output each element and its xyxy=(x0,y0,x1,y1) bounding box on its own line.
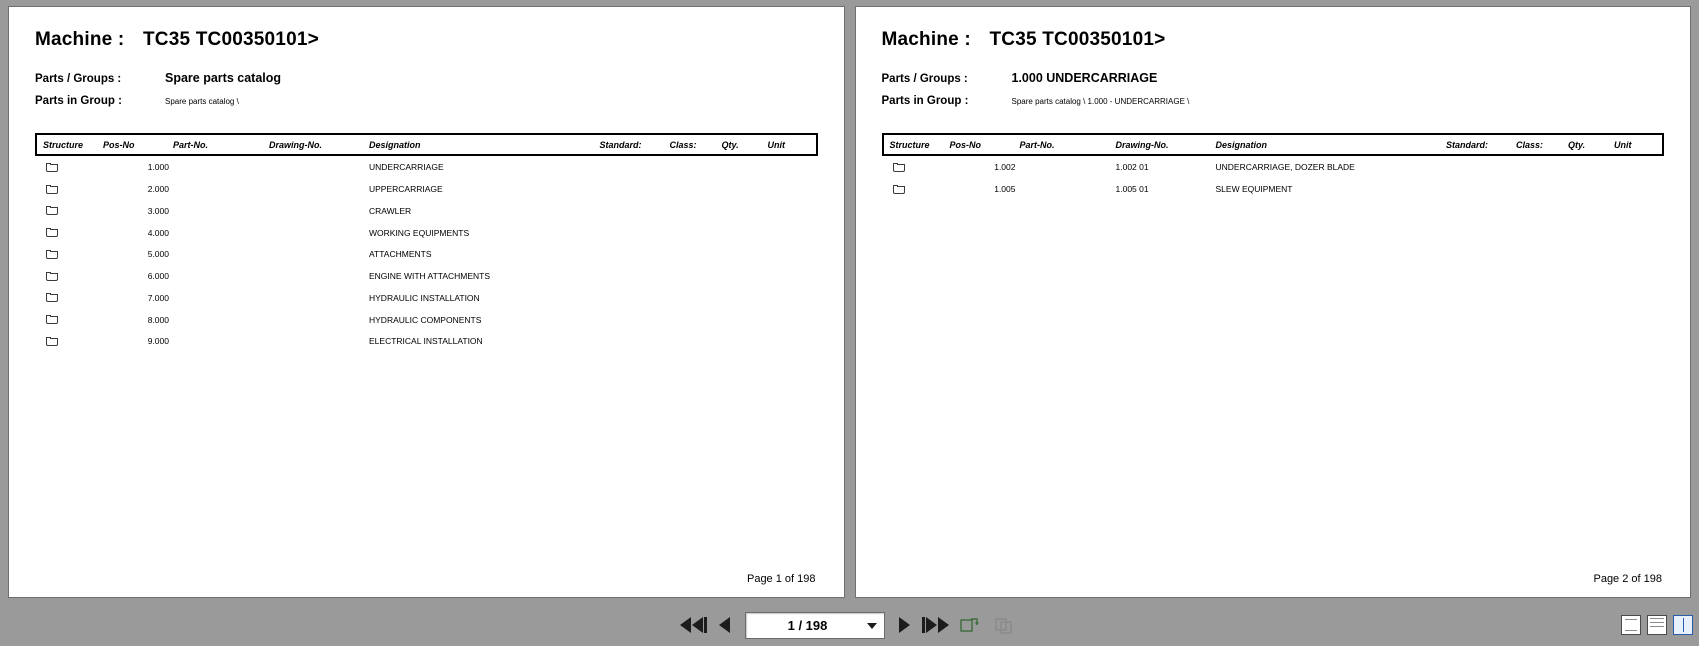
cell-structure xyxy=(36,178,101,200)
cell-designation: UPPERCARRIAGE xyxy=(369,184,443,195)
cell-qty xyxy=(720,221,766,243)
cell-designation: SLEW EQUIPMENT xyxy=(1215,184,1293,195)
cell-standard xyxy=(1444,178,1514,200)
cell-qty xyxy=(720,330,766,352)
col-header-qty: Qty. xyxy=(720,134,766,155)
machine-label: Machine : xyxy=(881,29,971,50)
cell-part-no xyxy=(1018,178,1114,200)
parts-table-body-2 xyxy=(883,155,1664,200)
table-header-row xyxy=(36,134,817,155)
cell-designation: ENGINE WITH ATTACHMENTS xyxy=(369,271,491,282)
cell-class xyxy=(668,178,720,200)
cell-structure xyxy=(883,178,948,200)
cell-standard xyxy=(598,308,668,330)
col-header-drawing-no: Drawing-No. xyxy=(1114,134,1214,155)
cell-pos-no: 1.002 xyxy=(994,162,1016,173)
folder-icon xyxy=(893,163,906,173)
rotate-icon xyxy=(959,616,979,634)
cell-unit xyxy=(766,200,817,222)
cell-standard xyxy=(598,221,668,243)
cell-designation: UNDERCARRIAGE xyxy=(369,162,444,173)
copy-icon xyxy=(994,616,1014,634)
cell-drawing-no xyxy=(267,221,367,243)
table-row[interactable] xyxy=(36,200,817,222)
cell-designation: UNDERCARRIAGE, DOZER BLADE xyxy=(1215,162,1355,173)
cell-standard xyxy=(598,178,668,200)
cell-drawing-no xyxy=(267,265,367,287)
cell-unit xyxy=(1612,155,1663,178)
cell-unit xyxy=(766,243,817,265)
cell-class xyxy=(668,243,720,265)
cell-part-no xyxy=(171,200,267,222)
cell-class xyxy=(668,265,720,287)
document-page-2[interactable] xyxy=(855,6,1692,598)
cell-drawing-no: 1.002 01 xyxy=(1115,162,1149,173)
cell-structure xyxy=(36,308,101,330)
page-footer: Page 1 of 198 xyxy=(746,573,816,585)
last-page-icon xyxy=(922,617,949,633)
machine-header xyxy=(35,29,818,51)
cell-pos-no: 2.000 xyxy=(147,184,169,195)
machine-header xyxy=(882,29,1665,51)
table-row[interactable] xyxy=(36,221,817,243)
cell-unit xyxy=(766,265,817,287)
cell-unit xyxy=(766,221,817,243)
table-row[interactable] xyxy=(36,265,817,287)
cell-qty xyxy=(720,265,766,287)
viewer-toolbar xyxy=(0,604,1699,646)
cell-standard xyxy=(598,265,668,287)
cell-standard xyxy=(598,287,668,309)
table-header-row xyxy=(883,134,1664,155)
cell-designation: HYDRAULIC COMPONENTS xyxy=(369,314,482,325)
folder-icon xyxy=(46,228,59,238)
cell-class xyxy=(1514,155,1566,178)
cell-structure xyxy=(36,155,101,178)
col-header-drawing-no: Drawing-No. xyxy=(267,134,367,155)
parts-table-body-1 xyxy=(36,155,817,352)
cell-drawing-no xyxy=(267,330,367,352)
toolbar-view-modes xyxy=(1621,615,1693,635)
parts-table-wrapper xyxy=(882,133,1665,200)
parts-groups-value: Spare parts catalog xyxy=(165,71,282,85)
cell-class xyxy=(668,330,720,352)
toolbar-navigation xyxy=(0,612,1699,639)
parts-in-group-row xyxy=(882,95,1665,107)
parts-table-head xyxy=(883,134,1664,155)
last-page-button[interactable] xyxy=(925,613,947,637)
cell-drawing-no xyxy=(267,155,367,178)
col-header-standard: Standard: xyxy=(598,134,668,155)
parts-groups-value: 1.000 UNDERCARRIAGE xyxy=(1011,71,1158,85)
parts-in-group-value: Spare parts catalog \ xyxy=(165,97,239,106)
machine-value: TC35 TC00350101> xyxy=(143,29,319,50)
cell-standard xyxy=(598,243,668,265)
folder-icon xyxy=(893,185,906,195)
cell-pos-no: 1.005 xyxy=(994,184,1016,195)
cell-drawing-no xyxy=(267,243,367,265)
cell-standard xyxy=(598,330,668,352)
cell-drawing-no: 1.005 01 xyxy=(1115,184,1149,195)
cell-qty xyxy=(720,243,766,265)
parts-in-group-label: Parts in Group : xyxy=(35,95,122,107)
folder-icon xyxy=(46,293,59,303)
table-row[interactable] xyxy=(36,155,817,178)
page-number-input[interactable] xyxy=(745,612,885,639)
parts-table xyxy=(882,133,1665,200)
col-header-class: Class: xyxy=(1514,134,1566,155)
cell-structure xyxy=(36,330,101,352)
cell-pos-no: 1.000 xyxy=(147,162,169,173)
cell-pos-no: 3.000 xyxy=(147,205,169,216)
copy-page-button[interactable] xyxy=(991,613,1017,637)
parts-table-head xyxy=(36,134,817,155)
folder-icon xyxy=(46,185,59,195)
parts-in-group-value: Spare parts catalog \ 1.000 - UNDERCARRIAGE \ xyxy=(1011,97,1190,106)
col-header-structure: Structure xyxy=(883,134,948,155)
machine-label: Machine : xyxy=(35,29,125,50)
folder-icon xyxy=(46,337,59,347)
cell-part-no xyxy=(171,178,267,200)
cell-structure xyxy=(36,265,101,287)
folder-icon xyxy=(46,163,59,173)
cell-qty xyxy=(720,155,766,178)
cell-qty xyxy=(1566,178,1612,200)
cell-structure xyxy=(36,287,101,309)
table-row[interactable] xyxy=(36,243,817,265)
parts-table xyxy=(35,133,818,352)
cell-pos-no: 5.000 xyxy=(147,249,169,260)
single-page-view-button[interactable] xyxy=(1621,615,1641,635)
col-header-part-no: Part-No. xyxy=(1018,134,1114,155)
machine-value: TC35 TC00350101> xyxy=(989,29,1166,50)
cell-part-no xyxy=(171,308,267,330)
cell-structure xyxy=(36,221,101,243)
col-header-unit: Unit xyxy=(766,134,817,155)
table-row[interactable] xyxy=(883,178,1664,200)
table-row[interactable] xyxy=(883,155,1664,178)
cell-pos-no: 7.000 xyxy=(147,292,169,303)
cell-class xyxy=(668,287,720,309)
cell-unit xyxy=(766,178,817,200)
page-footer: Page 2 of 198 xyxy=(1593,573,1662,585)
cell-designation: WORKING EQUIPMENTS xyxy=(369,227,470,238)
cell-pos-no: 4.000 xyxy=(147,227,169,238)
cell-designation: CRAWLER xyxy=(369,205,412,216)
cell-class xyxy=(668,221,720,243)
facing-pages-view-button[interactable] xyxy=(1673,615,1693,635)
parts-groups-row xyxy=(882,71,1665,85)
table-row[interactable] xyxy=(36,330,817,352)
cell-part-no xyxy=(171,221,267,243)
parts-table-wrapper xyxy=(35,133,818,352)
first-page-icon xyxy=(680,617,707,633)
cell-part-no xyxy=(171,265,267,287)
folder-icon xyxy=(46,206,59,216)
col-header-class: Class: xyxy=(668,134,720,155)
cell-qty xyxy=(720,178,766,200)
cell-pos-no: 9.000 xyxy=(147,336,169,347)
cell-structure xyxy=(36,243,101,265)
cell-unit xyxy=(766,308,817,330)
col-header-unit: Unit xyxy=(1612,134,1663,155)
col-header-designation: Designation xyxy=(1214,134,1445,155)
table-row[interactable] xyxy=(36,308,817,330)
cell-part-no xyxy=(171,287,267,309)
col-header-pos-no: Pos-No xyxy=(948,134,1018,155)
previous-page-button[interactable] xyxy=(714,613,736,637)
cell-qty xyxy=(720,287,766,309)
col-header-part-no: Part-No. xyxy=(171,134,267,155)
cell-structure xyxy=(36,200,101,222)
cell-part-no xyxy=(171,155,267,178)
page-number-value: 1 / 198 xyxy=(787,617,828,633)
folder-icon xyxy=(46,250,59,260)
folder-icon xyxy=(46,272,59,282)
col-header-standard: Standard: xyxy=(1444,134,1514,155)
table-row[interactable] xyxy=(36,178,817,200)
cell-unit xyxy=(766,330,817,352)
cell-unit xyxy=(766,155,817,178)
cell-part-no xyxy=(1018,155,1114,178)
chevron-right-icon xyxy=(899,617,910,633)
col-header-pos-no: Pos-No xyxy=(101,134,171,155)
rotate-view-button[interactable] xyxy=(956,613,982,637)
cell-drawing-no xyxy=(267,200,367,222)
cell-designation: HYDRAULIC INSTALLATION xyxy=(369,292,480,303)
first-page-button[interactable] xyxy=(683,613,705,637)
cell-drawing-no xyxy=(267,178,367,200)
cell-standard xyxy=(1444,155,1514,178)
cell-designation: ATTACHMENTS xyxy=(369,249,432,260)
cell-drawing-no xyxy=(267,287,367,309)
cell-qty xyxy=(720,200,766,222)
parts-groups-row xyxy=(35,71,818,85)
table-row[interactable] xyxy=(36,287,817,309)
parts-in-group-row xyxy=(35,95,818,107)
cell-structure xyxy=(883,155,948,178)
cell-pos-no: 6.000 xyxy=(147,271,169,282)
folder-icon xyxy=(46,315,59,325)
col-header-qty: Qty. xyxy=(1566,134,1612,155)
col-header-designation: Designation xyxy=(367,134,598,155)
cell-class xyxy=(668,155,720,178)
cell-class xyxy=(668,308,720,330)
cell-standard xyxy=(598,155,668,178)
cell-class xyxy=(668,200,720,222)
cell-designation: ELECTRICAL INSTALLATION xyxy=(369,336,483,347)
chevron-left-icon xyxy=(719,617,730,633)
parts-in-group-label: Parts in Group : xyxy=(881,95,969,107)
parts-groups-label: Parts / Groups : xyxy=(35,73,122,85)
document-page-1[interactable] xyxy=(8,6,845,598)
cell-drawing-no xyxy=(267,308,367,330)
col-header-structure: Structure xyxy=(36,134,101,155)
cell-qty xyxy=(1566,155,1612,178)
chevron-down-icon[interactable] xyxy=(867,623,877,629)
cell-class xyxy=(1514,178,1566,200)
cell-pos-no: 8.000 xyxy=(147,314,169,325)
cell-unit xyxy=(766,287,817,309)
next-page-button[interactable] xyxy=(894,613,916,637)
cell-standard xyxy=(598,200,668,222)
cell-unit xyxy=(1612,178,1663,200)
continuous-view-button[interactable] xyxy=(1647,615,1667,635)
cell-part-no xyxy=(171,330,267,352)
cell-qty xyxy=(720,308,766,330)
parts-groups-label: Parts / Groups : xyxy=(881,73,968,85)
cell-part-no xyxy=(171,243,267,265)
